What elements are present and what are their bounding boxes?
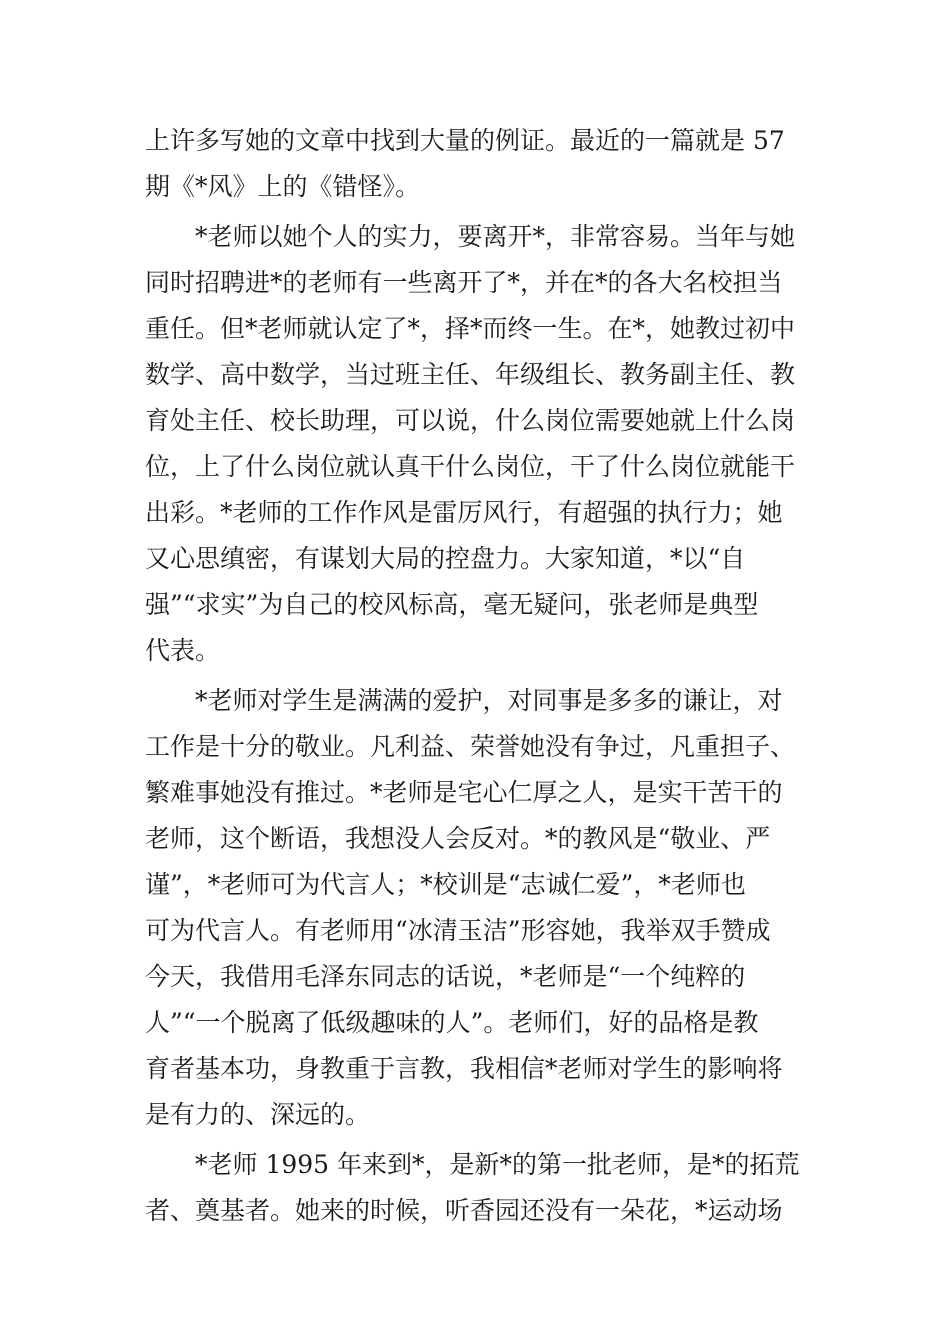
text-line: 上许多写她的文章中找到大量的例证。最近的一篇就是 57: [145, 126, 785, 155]
text-line: 工作是十分的敬业。凡利益、荣誉她没有争过，凡重担子、: [145, 732, 796, 761]
text-line: 强”“求实”为自己的校风标高，毫无疑问，张老师是典型: [145, 590, 759, 619]
text-line: *老师对学生是满满的爱护，对同事是多多的谦让，对: [145, 686, 783, 715]
document-body: [145, 118, 810, 1234]
text-line: *老师 1995 年来到*，是新*的第一批老师，是*的拓荒: [145, 1150, 800, 1179]
text-line: *老师以她个人的实力，要离开*，非常容易。当年与她: [145, 222, 796, 251]
text-line: 今天，我借用毛泽东同志的话说，*老师是“一个纯粹的: [145, 962, 746, 991]
paragraph: [145, 1142, 810, 1234]
text-line: 育者基本功，身教重于言教，我相信*老师对学生的影响将: [145, 1054, 783, 1083]
text-line: 期《*风》上的《错怪》。: [145, 172, 421, 201]
text-line: 老师，这个断语，我想没人会反对。*的教风是“敬业、严: [145, 824, 771, 853]
text-line: 出彩。*老师的工作作风是雷厉风行，有超强的执行力；她: [145, 498, 783, 527]
text-line: 位，上了什么岗位就认真干什么岗位，干了什么岗位就能干: [145, 452, 796, 481]
text-line: 者、奠基者。她来的时候，听香园还没有一朵花，*运动场: [145, 1196, 783, 1225]
text-line: 是有力的、深远的。: [145, 1100, 371, 1129]
text-line: 谨”，*老师可为代言人；*校训是“志诚仁爱”，*老师也: [145, 870, 746, 899]
text-line: 繁难事她没有推过。*老师是宅心仁厚之人，是实干苦干的: [145, 778, 783, 807]
text-line: 可为代言人。有老师用“冰清玉洁”形容她，我举双手赞成: [145, 916, 771, 945]
text-line: 数学、高中数学，当过班主任、年级组长、教务副主任、教: [145, 360, 796, 389]
text-line: 又心思缜密，有谋划大局的控盘力。大家知道，*以“自: [145, 544, 746, 573]
text-line: 人”“一个脱离了低级趣味的人”。老师们，好的品格是教: [145, 1008, 759, 1037]
text-line: 代表。: [145, 636, 221, 665]
paragraph: [145, 678, 810, 1138]
text-line: 重任。但*老师就认定了*，择*而终一生。在*，她教过初中: [145, 314, 796, 343]
text-line: 育处主任、校长助理，可以说，什么岗位需要她就上什么岗: [145, 406, 796, 435]
paragraph: [145, 214, 810, 674]
text-line: 同时招聘进*的老师有一些离开了*，并在*的各大名校担当: [145, 268, 783, 297]
paragraph: [145, 118, 810, 210]
